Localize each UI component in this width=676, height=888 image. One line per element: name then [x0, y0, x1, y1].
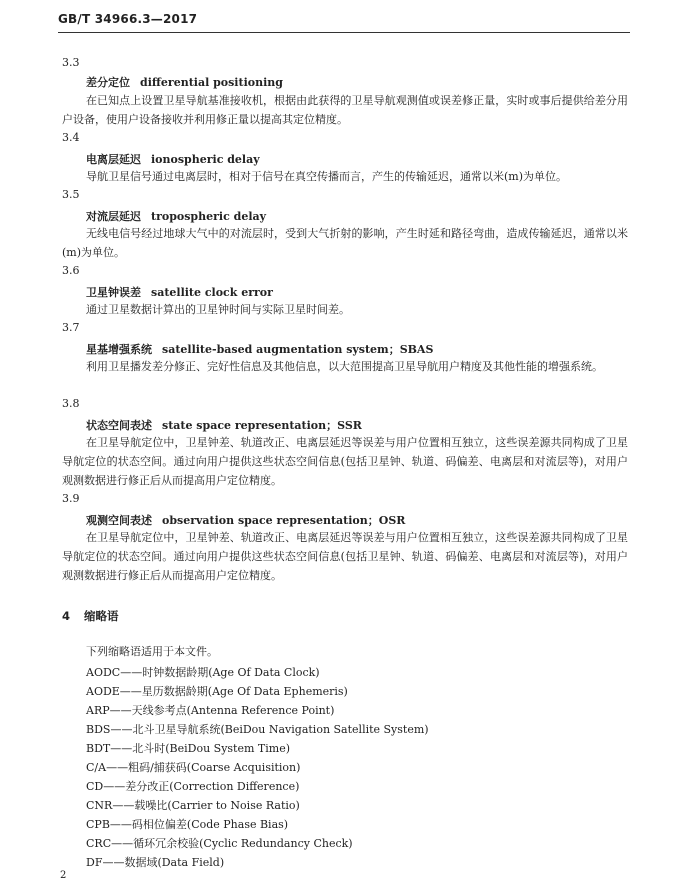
- entry-number: 3.7: [62, 321, 80, 334]
- term-en: satellite clock error: [151, 286, 273, 299]
- entry-number: 3.9: [62, 492, 80, 505]
- term-zh: 星基增强系统: [86, 343, 152, 356]
- entry-definition: 利用卫星播发差分修正、完好性信息及其他信息，以大范围提高卫星导航用户精度及其他性能的增强系统。: [86, 360, 603, 373]
- term-en: state space representation；SSR: [162, 419, 362, 432]
- term-en: ionospheric delay: [151, 153, 260, 166]
- entry-term: [86, 341, 433, 357]
- entry-number: 3.8: [62, 397, 80, 410]
- section-title: 缩略语: [84, 609, 119, 623]
- term-zh: 观测空间表述: [86, 514, 152, 527]
- term-zh: 差分定位: [86, 76, 130, 89]
- abbreviation-item: AODC——时钟数据龄期(Age Of Data Clock): [86, 666, 320, 679]
- header-rule: [58, 32, 630, 33]
- entry-definition: 在卫星导航定位中，卫星钟差、轨道改正、电离层延迟等误差与用户位置相互独立，这些误差源共同构成了卫星导航定位的状态空间。通过向用户提供这些状态空间信息(包括卫星钟、轨道、码偏差、电离层和对流层等)，对用户观测数据进行修正后从而提高用户定位精度。: [62, 531, 628, 582]
- abbreviation-item: CPB——码相位偏差(Code Phase Bias): [86, 818, 289, 831]
- abbreviation-item: CNR——载噪比(Carrier to Noise Ratio): [86, 799, 300, 812]
- page-number: 2: [60, 870, 67, 881]
- abbreviation-item: BDT——北斗时(BeiDou System Time): [86, 742, 291, 755]
- entry-term: [86, 74, 283, 90]
- term-zh: 卫星钟误差: [86, 286, 141, 299]
- entry-term: [86, 512, 405, 528]
- entry-number: 3.3: [62, 56, 80, 69]
- entry-term: [86, 208, 266, 224]
- abbreviation-item: CRC——循环冗余校验(Cyclic Redundancy Check): [86, 837, 353, 850]
- entry-definition: 在已知点上设置卫星导航基准接收机，根据由此获得的卫星导航观测值或误差修正量，实时或事后提供给差分用户设备，使用户设备接收并利用修正量以提高其定位精度。: [62, 94, 628, 126]
- entry-number: 3.4: [62, 131, 80, 144]
- abbreviation-item: AODE——星历数据龄期(Age Of Data Ephemeris): [86, 685, 348, 698]
- entry-definition: 在卫星导航定位中，卫星钟差、轨道改正、电离层延迟等误差与用户位置相互独立，这些误差源共同构成了卫星导航定位的状态空间。通过向用户提供这些状态空间信息(包括卫星钟、轨道、码偏差、电离层和对流层等)，对用户观测数据进行修正后从而提高用户定位精度。: [62, 436, 628, 487]
- abbreviation-item: C/A——粗码/捕获码(Coarse Acquisition): [86, 761, 301, 774]
- entry-number: 3.5: [62, 188, 80, 201]
- abbreviation-list: [86, 663, 429, 872]
- term-zh: 电离层延迟: [86, 153, 141, 166]
- entry-definition: 通过卫星数据计算出的卫星钟时间与实际卫星时间差。: [86, 303, 350, 316]
- section-number: 4: [62, 609, 71, 623]
- term-zh: 对流层延迟: [86, 210, 141, 223]
- term-en: observation space representation；OSR: [162, 514, 406, 527]
- term-en: tropospheric delay: [151, 210, 267, 223]
- term-en: differential positioning: [140, 76, 283, 89]
- abbreviation-item: CD——差分改正(Correction Difference): [86, 780, 300, 793]
- abbreviation-item: DF——数据域(Data Field): [86, 856, 225, 869]
- entry-definition: 无线电信号经过地球大气中的对流层时，受到大气折射的影响，产生时延和路径弯曲，造成传输延迟，通常以米(m)为单位。: [62, 227, 628, 259]
- entry-term: [86, 417, 362, 433]
- abbreviation-item: BDS——北斗卫星导航系统(BeiDou Navigation Satellite System): [86, 723, 429, 736]
- section-heading: [62, 608, 119, 624]
- entry-term: [86, 284, 273, 300]
- entry-definition: 导航卫星信号通过电离层时，相对于信号在真空传播而言，产生的传输延迟，通常以米(m)为单位。: [86, 170, 568, 183]
- section-intro: 下列缩略语适用于本文件。: [86, 645, 218, 658]
- term-en: satellite-based augmentation system；SBAS: [162, 343, 434, 356]
- abbreviation-item: ARP——天线参考点(Antenna Reference Point): [86, 704, 335, 717]
- entry-term: [86, 151, 260, 167]
- entry-number: 3.6: [62, 264, 80, 277]
- standard-code-header: GB/T 34966.3—2017: [58, 12, 198, 26]
- term-zh: 状态空间表述: [86, 419, 152, 432]
